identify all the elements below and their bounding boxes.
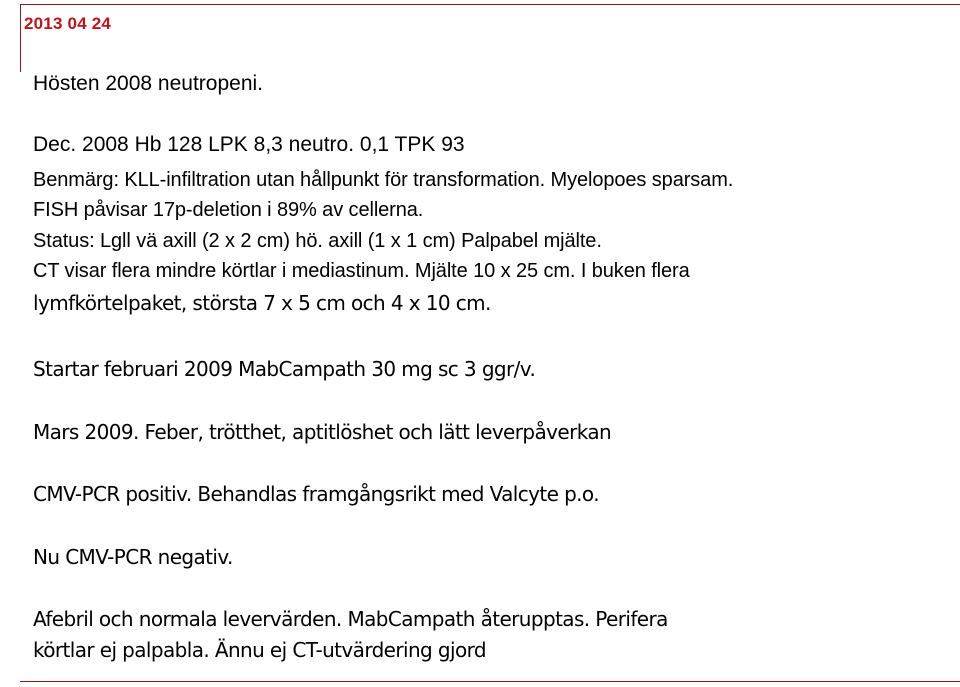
top-border-line xyxy=(20,4,960,5)
text-line-2: Dec. 2008 Hb 128 LPK 8,3 neutro. 0,1 TPK 93 xyxy=(33,133,465,156)
bottom-border-line xyxy=(20,681,960,682)
left-border-line xyxy=(20,4,21,72)
text-line-8: Startar februari 2009 MabCampath 30 mg sc 3 ggr/v. xyxy=(33,357,536,381)
text-line-9: Mars 2009. Feber, trötthet, aptitlöshet och lätt leverpåverkan xyxy=(33,420,612,444)
text-line-6: CT visar flera mindre körtlar i mediastinum. Mjälte 10 x 25 cm. I buken flera xyxy=(33,260,690,282)
text-line-1: Hösten 2008 neutropeni. xyxy=(33,72,264,95)
slide-date: 2013 04 24 xyxy=(24,14,112,33)
text-line-5: Status: Lgll vä axill (2 x 2 cm) hö. axill (1 x 1 cm) Palpabel mjälte. xyxy=(33,230,602,252)
text-line-3: Benmärg: KLL-infiltration utan hållpunkt för transformation. Myelopoes sparsam. xyxy=(33,169,734,191)
text-line-7: lymfkörtelpaket, största 7 x 5 cm och 4 x 10 cm. xyxy=(33,291,491,315)
text-line-11: Nu CMV-PCR negativ. xyxy=(33,545,233,569)
text-line-4: FISH påvisar 17p-deletion i 89% av cellerna. xyxy=(33,199,424,221)
text-line-13: körtlar ej palpabla. Ännu ej CT-utvärdering gjord xyxy=(33,638,486,662)
text-line-10: CMV-PCR positiv. Behandlas framgångsrikt med Valcyte p.o. xyxy=(33,482,599,506)
text-line-12: Afebril och normala levervärden. MabCampath återupptas. Perifera xyxy=(33,607,668,631)
